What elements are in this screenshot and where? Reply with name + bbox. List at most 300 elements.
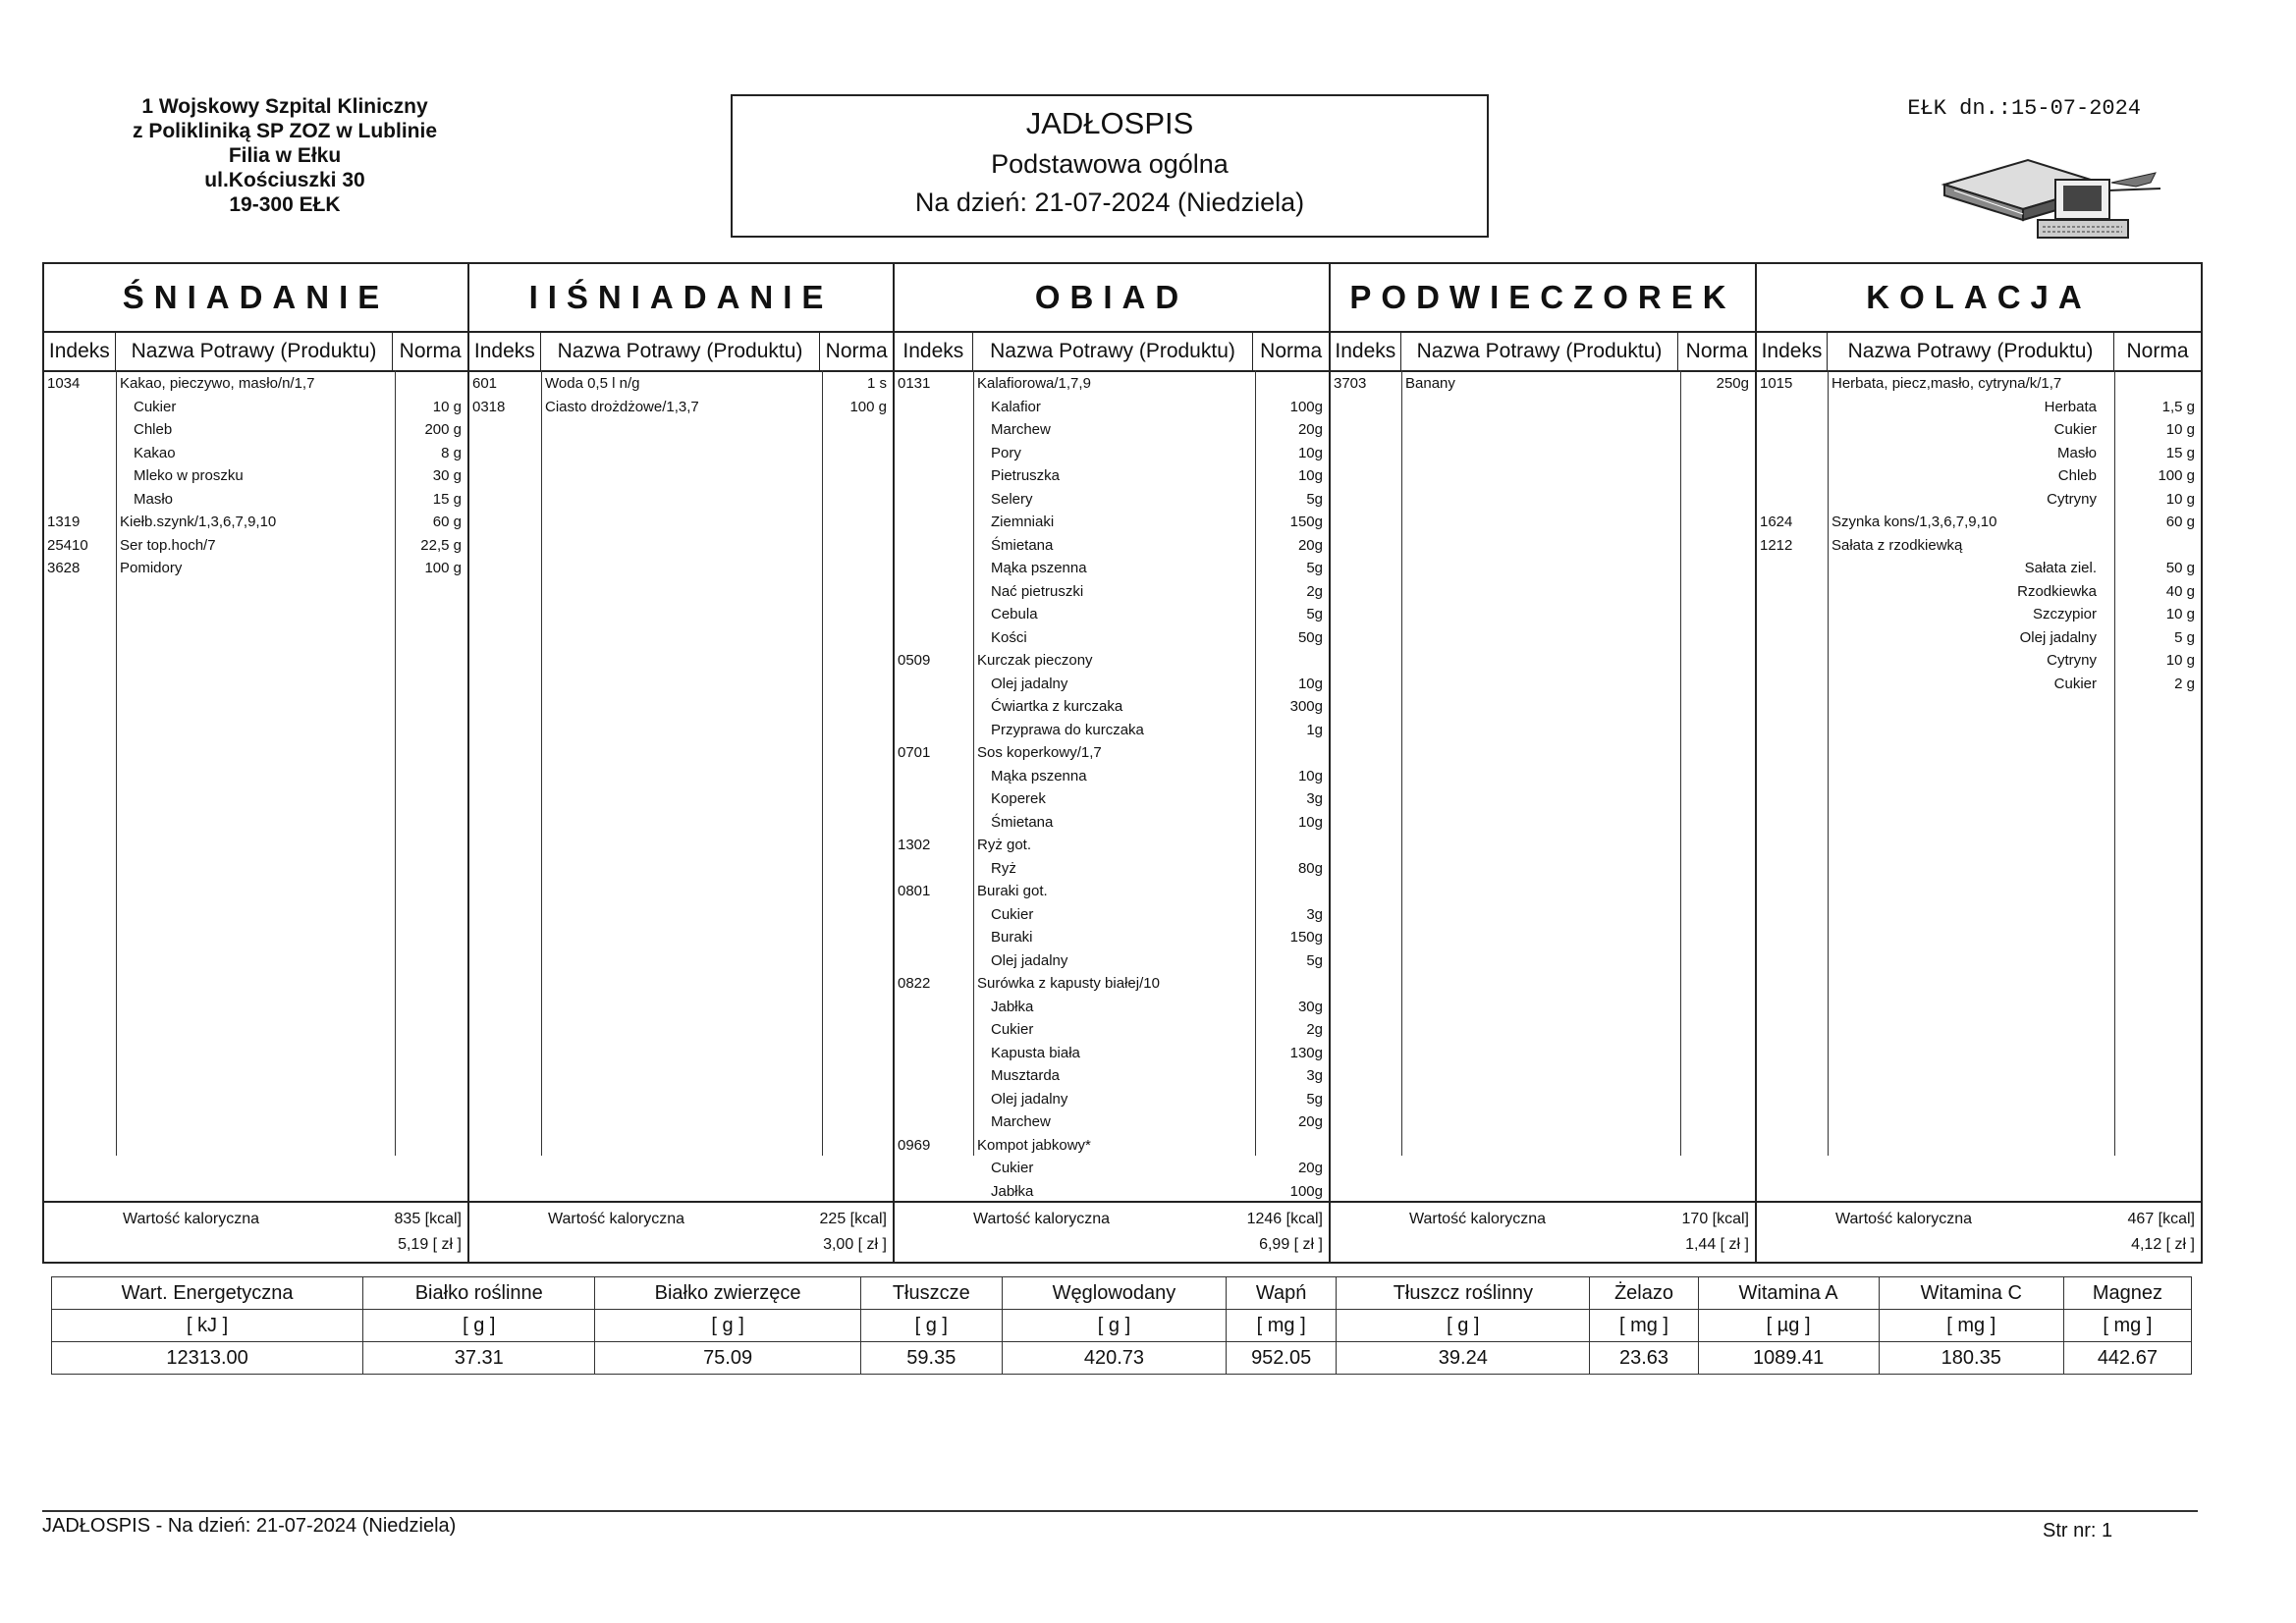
meal-item-row: [1757, 442, 2201, 464]
calorie-value: 170 [kcal]: [1681, 1211, 1749, 1227]
item-name: Cukier: [991, 905, 1034, 923]
calorie-label: Wartość kaloryczna: [1409, 1211, 1546, 1227]
meal-item-row: [895, 787, 1329, 810]
meal-item-row: [895, 880, 1329, 902]
nutrition-unit: [ µg ]: [1698, 1310, 1879, 1342]
item-norm: 60 g: [432, 514, 462, 530]
meal-item-row: [895, 557, 1329, 579]
item-norm: 10g: [1297, 675, 1323, 692]
meal-title: IIŚNIADANIE: [469, 264, 893, 333]
item-norm: 20g: [1297, 1113, 1323, 1130]
nutrition-unit: [ mg ]: [1590, 1310, 1698, 1342]
cost-row: [1331, 1232, 1755, 1258]
calorie-label: Wartość kaloryczna: [1835, 1211, 1972, 1227]
item-name: Ser top.hoch/7: [120, 536, 216, 554]
item-norm: 5g: [1306, 606, 1323, 622]
meal-item-row: [1757, 418, 2201, 441]
cost-value: 5,19 [ zł ]: [398, 1236, 462, 1253]
item-name: Rzodkiewka: [2017, 582, 2097, 600]
calorie-label: Wartość kaloryczna: [548, 1211, 684, 1227]
item-index: 1319: [47, 514, 81, 530]
item-norm: 20g: [1297, 421, 1323, 438]
calorie-row: [895, 1207, 1329, 1232]
item-norm: 10g: [1297, 467, 1323, 484]
item-norm: 15 g: [432, 490, 462, 508]
item-name: Ciasto drożdżowe/1,3,7: [545, 398, 699, 415]
item-norm: 2g: [1306, 1021, 1323, 1038]
place-date: EŁK dn.:15-07-2024: [1907, 96, 2141, 121]
nutrition-value: 1089.41: [1698, 1342, 1879, 1375]
item-norm: 5g: [1306, 1090, 1323, 1108]
item-name: Kakao: [134, 444, 176, 461]
meal-title: PODWIECZOREK: [1331, 264, 1755, 333]
meal-items: [895, 370, 1329, 1200]
nutrition-unit: [ kJ ]: [52, 1310, 363, 1342]
item-name: Kakao, pieczywo, masło/n/1,7: [120, 375, 315, 392]
item-index: 3628: [47, 560, 81, 576]
institution-address: [88, 94, 481, 217]
nutrition-name-row: [52, 1277, 2192, 1310]
meal-summary: [1331, 1201, 1755, 1253]
calorie-value: 1246 [kcal]: [1246, 1211, 1323, 1227]
item-norm: 10g: [1297, 444, 1323, 461]
item-norm: 20g: [1297, 536, 1323, 554]
nutrition-unit: [ g ]: [363, 1310, 595, 1342]
item-norm: 100 g: [424, 560, 462, 576]
meal-item-row: [1757, 580, 2201, 603]
meal-item-row: [895, 442, 1329, 464]
meal-item-row: [1757, 557, 2201, 579]
item-norm: 100 g: [2158, 467, 2195, 484]
item-name: Chleb: [134, 421, 173, 438]
item-name: Herbata, piecz,masło, cytryna/k/1,7: [1831, 375, 2062, 392]
meal-item-row: [44, 557, 467, 579]
cost-row: [1757, 1232, 2201, 1258]
item-index: 601: [472, 375, 498, 392]
item-name: Buraki got.: [977, 883, 1048, 899]
institution-line: ul.Kościuszki 30: [204, 169, 365, 191]
item-norm: 50g: [1297, 628, 1323, 646]
item-name: Cukier: [2053, 421, 2097, 438]
item-name: Kiełb.szynk/1,3,6,7,9,10: [120, 514, 277, 530]
column-divider: [1680, 370, 1681, 1156]
item-index: 3703: [1334, 375, 1367, 392]
nutrition-name: Magnez: [2063, 1277, 2191, 1310]
cost-value: 3,00 [ zł ]: [823, 1236, 887, 1253]
item-name: Przyprawa do kurczaka: [991, 721, 1144, 738]
document-title: JADŁOSPIS: [1025, 106, 1194, 140]
meal-item-row: [1757, 673, 2201, 695]
meal-table: [42, 262, 2203, 1264]
item-norm: 3g: [1306, 905, 1323, 923]
item-norm: 2g: [1306, 582, 1323, 600]
meal-summary: [895, 1201, 1329, 1253]
item-norm: 5g: [1306, 560, 1323, 576]
institution-line: 1 Wojskowy Szpital Kliniczny: [141, 95, 428, 118]
item-name: Śmietana: [991, 536, 1054, 554]
column-header-index: Indeks: [1757, 333, 1828, 370]
item-name: Koperek: [991, 790, 1046, 807]
nutrition-name: Tłuszcze: [860, 1277, 1002, 1310]
nutrition-value: 37.31: [363, 1342, 595, 1375]
meal-column: [1757, 264, 2201, 1262]
meal-item-row: [895, 695, 1329, 718]
nutrition-unit-row: [52, 1310, 2192, 1342]
meal-item-row: [895, 1134, 1329, 1157]
item-index: 1034: [47, 375, 81, 392]
meal-column: [1331, 264, 1757, 1262]
meal-item-row: [44, 418, 467, 441]
meal-item-row: [895, 1018, 1329, 1041]
item-norm: 20g: [1297, 1160, 1323, 1176]
meal-column: [895, 264, 1331, 1262]
item-name: Kapusta biała: [991, 1044, 1080, 1061]
meal-items: [1757, 370, 2201, 1156]
item-name: Cukier: [991, 1160, 1034, 1176]
item-name: Ćwiartka z kurczaka: [991, 698, 1123, 715]
meal-item-row: [895, 488, 1329, 511]
item-norm: 10g: [1297, 813, 1323, 831]
item-norm: 130g: [1289, 1044, 1323, 1061]
item-name: Mleko w proszku: [134, 467, 244, 484]
meal-item-row: [895, 1042, 1329, 1064]
calorie-row: [469, 1207, 893, 1232]
meal-item-row: [895, 1064, 1329, 1087]
nutrition-unit: [ g ]: [860, 1310, 1002, 1342]
meal-item-row: [895, 949, 1329, 972]
meal-item-row: [895, 511, 1329, 533]
meal-item-row: [44, 396, 467, 418]
column-header-row: [895, 333, 1329, 372]
item-name: Olej jadalny: [991, 1090, 1068, 1108]
meal-item-row: [469, 372, 893, 395]
item-norm: 30g: [1297, 998, 1323, 1015]
title-box: [731, 94, 1489, 238]
nutrition-name: Białko zwierzęce: [595, 1277, 860, 1310]
item-name: Nać pietruszki: [991, 582, 1084, 600]
item-name: Herbata: [2044, 398, 2097, 415]
item-norm: 10 g: [432, 398, 462, 415]
nutrition-unit: [ g ]: [595, 1310, 860, 1342]
item-name: Olej jadalny: [991, 675, 1068, 692]
meal-item-row: [895, 603, 1329, 625]
nutrition-value: 39.24: [1337, 1342, 1590, 1375]
meal-item-row: [469, 396, 893, 418]
nutrition-name: Wapń: [1227, 1277, 1337, 1310]
column-divider: [541, 370, 542, 1156]
column-header-name: Nazwa Potrawy (Produktu): [541, 333, 821, 370]
item-norm: 5 g: [2174, 628, 2195, 646]
cost-row: [469, 1232, 893, 1258]
item-name: Mąka pszenna: [991, 767, 1087, 784]
item-name: Kalafiorowa/1,7,9: [977, 375, 1091, 392]
item-norm: 22,5 g: [420, 536, 462, 554]
item-name: Cukier: [991, 1021, 1034, 1038]
nutrition-value: 59.35: [860, 1342, 1002, 1375]
nutrition-unit: [ g ]: [1002, 1310, 1226, 1342]
item-name: Marchew: [991, 421, 1051, 438]
calorie-row: [44, 1207, 467, 1232]
item-norm: 100 g: [849, 398, 887, 415]
item-norm: 300g: [1289, 698, 1323, 715]
column-header-norm: Norma: [825, 340, 888, 362]
item-norm: 50 g: [2165, 560, 2195, 576]
item-name: Buraki: [991, 929, 1033, 946]
item-name: Masło: [134, 490, 174, 508]
meal-item-row: [895, 996, 1329, 1018]
item-index: 1624: [1760, 514, 1793, 530]
item-index: 1302: [898, 837, 931, 853]
item-name: Banany: [1405, 375, 1455, 392]
item-index: 0131: [898, 375, 931, 392]
column-header-row: [1331, 333, 1755, 372]
item-name: Ziemniaki: [991, 514, 1055, 530]
column-header-row: [469, 333, 893, 372]
meal-item-row: [895, 396, 1329, 418]
item-name: Cukier: [2053, 675, 2097, 692]
meal-item-row: [895, 418, 1329, 441]
cost-value: 1,44 [ zł ]: [1685, 1236, 1749, 1253]
nutrition-name: Żelazo: [1590, 1277, 1698, 1310]
item-norm: 40 g: [2165, 582, 2195, 600]
nutrition-value: 75.09: [595, 1342, 860, 1375]
item-name: Marchew: [991, 1113, 1051, 1130]
column-header-name: Nazwa Potrawy (Produktu): [973, 333, 1254, 370]
calorie-value: 835 [kcal]: [394, 1211, 462, 1227]
nutrition-name: Witamina C: [1879, 1277, 2063, 1310]
calorie-value: 225 [kcal]: [819, 1211, 887, 1227]
nutrition-value: 952.05: [1227, 1342, 1337, 1375]
meal-item-row: [895, 811, 1329, 834]
item-name: Kompot jabkowy*: [977, 1136, 1091, 1154]
meal-item-row: [895, 372, 1329, 395]
meal-summary: [1757, 1201, 2201, 1253]
item-norm: 15 g: [2165, 444, 2195, 461]
nutrition-value: 23.63: [1590, 1342, 1698, 1375]
item-norm: 200 g: [424, 421, 462, 438]
meal-item-row: [895, 926, 1329, 948]
column-header-name: Nazwa Potrawy (Produktu): [116, 333, 394, 370]
meal-item-row: [895, 765, 1329, 787]
item-norm: 100g: [1289, 398, 1323, 415]
meal-item-row: [895, 580, 1329, 603]
item-norm: 30 g: [432, 467, 462, 484]
calorie-label: Wartość kaloryczna: [123, 1211, 259, 1227]
item-index: 25410: [47, 536, 88, 554]
item-norm: 5g: [1306, 490, 1323, 508]
meal-title: OBIAD: [895, 264, 1329, 333]
menu-date: Na dzień: 21-07-2024 (Niedziela): [914, 188, 1305, 217]
nutrition-name: Tłuszcz roślinny: [1337, 1277, 1590, 1310]
item-index: 1212: [1760, 536, 1793, 554]
item-name: Surówka z kapusty białej/10: [977, 975, 1160, 992]
nutrition-value: 442.67: [2063, 1342, 2191, 1375]
item-name: Chleb: [2057, 467, 2097, 484]
books-computer-icon: [1940, 155, 2165, 243]
meal-item-row: [895, 1180, 1329, 1203]
nutrition-value: 420.73: [1002, 1342, 1226, 1375]
meal-item-row: [1757, 511, 2201, 533]
column-header-norm: Norma: [1260, 340, 1323, 362]
item-norm: 5g: [1306, 951, 1323, 969]
meal-item-row: [1757, 488, 2201, 511]
item-name: Jabłka: [991, 998, 1034, 1015]
item-name: Mąka pszenna: [991, 560, 1087, 576]
meal-item-row: [44, 488, 467, 511]
item-name: Jabłka: [991, 1182, 1034, 1200]
item-name: Pietruszka: [991, 467, 1061, 484]
nutrition-name: Węglowodany: [1002, 1277, 1226, 1310]
column-header-row: [44, 333, 467, 372]
item-index: 0701: [898, 744, 931, 761]
item-name: Cytryny: [2047, 490, 2097, 508]
meal-items: [469, 370, 893, 1156]
meal-item-row: [1331, 372, 1755, 395]
item-norm: 80g: [1297, 859, 1323, 877]
column-divider: [822, 370, 823, 1156]
meal-item-row: [895, 1157, 1329, 1179]
column-header-norm: Norma: [399, 340, 462, 362]
calorie-row: [1757, 1207, 2201, 1232]
column-header-norm: Norma: [1685, 340, 1748, 362]
item-name: Olej jadalny: [991, 951, 1068, 969]
item-name: Pory: [991, 444, 1021, 461]
item-norm: 10 g: [2165, 652, 2195, 669]
meal-item-row: [1757, 534, 2201, 557]
item-name: Szynka kons/1,3,6,7,9,10: [1831, 514, 1997, 530]
meal-item-row: [1757, 626, 2201, 649]
meal-item-row: [1757, 464, 2201, 487]
meal-item-row: [895, 649, 1329, 672]
meal-item-row: [895, 464, 1329, 487]
item-name: Sałata z rzodkiewką: [1831, 536, 1963, 554]
nutrition-unit: [ mg ]: [1879, 1310, 2063, 1342]
page-number: Str nr: 1: [2043, 1520, 2113, 1542]
column-header-index: Indeks: [895, 333, 973, 370]
meal-item-row: [895, 1088, 1329, 1110]
item-index: 0822: [898, 975, 931, 992]
item-norm: 10g: [1297, 767, 1323, 784]
institution-line: z Polikliniką SP ZOZ w Lublinie: [133, 120, 437, 142]
item-norm: 150g: [1289, 929, 1323, 946]
footer-text: JADŁOSPIS - Na dzień: 21-07-2024 (Niedziela): [42, 1515, 457, 1537]
column-header-row: [1757, 333, 2201, 372]
item-name: Musztarda: [991, 1067, 1061, 1084]
calorie-value: 467 [kcal]: [2127, 1211, 2195, 1227]
item-index: 1015: [1760, 375, 1793, 392]
item-norm: 10 g: [2165, 490, 2195, 508]
item-norm: 10 g: [2165, 606, 2195, 622]
item-name: Masło: [2056, 444, 2097, 461]
item-name: Woda 0,5 l n/g: [545, 375, 640, 392]
item-name: Kości: [991, 628, 1027, 646]
item-norm: 8 g: [441, 444, 462, 461]
column-header-name: Nazwa Potrawy (Produktu): [1828, 333, 2114, 370]
meal-column: [44, 264, 469, 1262]
nutrition-name: Witamina A: [1698, 1277, 1879, 1310]
item-norm: 60 g: [2165, 514, 2195, 530]
item-norm: 2 g: [2174, 675, 2195, 692]
nutrition-name: Wart. Energetyczna: [52, 1277, 363, 1310]
item-name: Szczypior: [2032, 606, 2097, 622]
item-name: Olej jadalny: [2019, 628, 2097, 646]
item-norm: 3g: [1306, 1067, 1323, 1084]
column-header-index: Indeks: [1331, 333, 1401, 370]
item-name: Sałata ziel.: [2024, 560, 2097, 576]
item-name: Ryż: [991, 859, 1016, 877]
meal-item-row: [44, 511, 467, 533]
meal-item-row: [895, 673, 1329, 695]
cost-value: 4,12 [ zł ]: [2131, 1236, 2195, 1253]
meal-item-row: [895, 834, 1329, 856]
nutrition-table: [51, 1276, 2192, 1375]
meal-title: KOLACJA: [1757, 264, 2201, 333]
item-index: 0801: [898, 883, 931, 899]
column-header-norm: Norma: [2126, 340, 2189, 362]
nutrition-value: 12313.00: [52, 1342, 363, 1375]
item-norm: 1g: [1306, 721, 1323, 738]
nutrition-unit: [ mg ]: [2063, 1310, 2191, 1342]
meal-summary: [469, 1201, 893, 1253]
meal-item-row: [1757, 396, 2201, 418]
item-norm: 100g: [1289, 1182, 1323, 1200]
item-name: Cebula: [991, 606, 1038, 622]
meal-item-row: [44, 464, 467, 487]
item-name: Kurczak pieczony: [977, 652, 1093, 669]
meal-item-row: [44, 442, 467, 464]
column-header-name: Nazwa Potrawy (Produktu): [1401, 333, 1679, 370]
item-name: Cytryny: [2047, 652, 2097, 669]
item-name: Ryż got.: [977, 837, 1032, 853]
item-norm: 250g: [1716, 375, 1749, 392]
meal-items: [1331, 370, 1755, 1156]
nutrition-unit: [ g ]: [1337, 1310, 1590, 1342]
calorie-label: Wartość kaloryczna: [973, 1211, 1110, 1227]
meal-item-row: [44, 372, 467, 395]
item-norm: 10 g: [2165, 421, 2195, 438]
cost-row: [895, 1232, 1329, 1258]
cost-value: 6,99 [ zł ]: [1259, 1236, 1323, 1253]
cost-row: [44, 1232, 467, 1258]
item-norm: 150g: [1289, 514, 1323, 530]
item-name: Cukier: [134, 398, 177, 415]
item-name: Pomidory: [120, 560, 183, 576]
column-header-index: Indeks: [44, 333, 116, 370]
item-norm: 3g: [1306, 790, 1323, 807]
meal-title: ŚNIADANIE: [44, 264, 467, 333]
column-header-index: Indeks: [469, 333, 541, 370]
calorie-row: [1331, 1207, 1755, 1232]
meal-item-row: [895, 741, 1329, 764]
meal-item-row: [895, 972, 1329, 995]
meal-item-row: [895, 857, 1329, 880]
meal-item-row: [1757, 372, 2201, 395]
item-norm: 1 s: [866, 375, 887, 392]
meal-item-row: [1757, 603, 2201, 625]
meal-item-row: [895, 534, 1329, 557]
meal-item-row: [895, 903, 1329, 926]
meal-item-row: [44, 534, 467, 557]
item-index: 0969: [898, 1136, 931, 1154]
institution-line: Filia w Ełku: [228, 144, 342, 167]
meal-item-row: [895, 626, 1329, 649]
item-index: 0509: [898, 652, 931, 669]
item-name: Śmietana: [991, 813, 1054, 831]
institution-line: 19-300 EŁK: [229, 193, 341, 216]
meal-items: [44, 370, 467, 1156]
nutrition-value-row: [52, 1342, 2192, 1375]
meal-item-row: [895, 1110, 1329, 1133]
